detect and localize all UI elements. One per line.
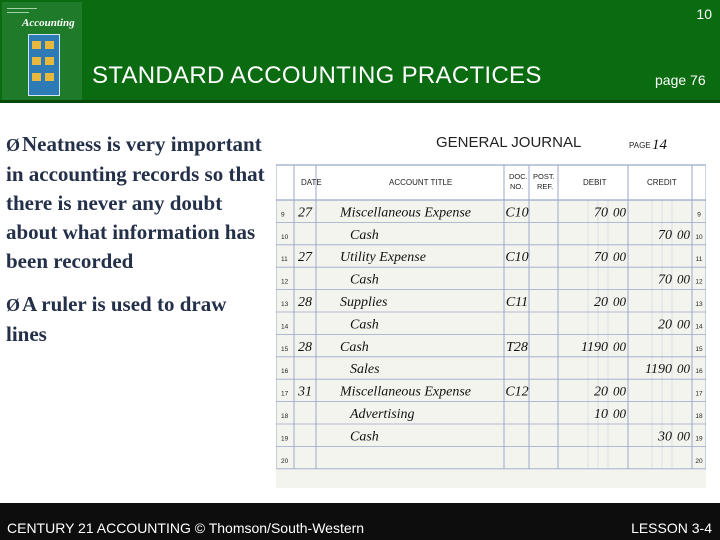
row-debit-amount: 1190 bbox=[581, 339, 608, 355]
row-doc-number: C11 bbox=[505, 295, 529, 310]
row-credit-amount: 20 bbox=[658, 317, 672, 333]
row-doc-number: C10 bbox=[505, 205, 529, 221]
row-line-number-right: 12 bbox=[695, 278, 703, 286]
bullet-text: Neatness is very important in accounting records so that there is never any doubt about what information has been recorded bbox=[6, 132, 265, 273]
row-account-title: Advertising bbox=[350, 407, 415, 422]
bullet-arrow-icon: Ø bbox=[6, 295, 21, 315]
row-line-number-right: 11 bbox=[695, 256, 703, 264]
row-line-number-right: 9 bbox=[697, 211, 701, 219]
journal-page-number: 14 bbox=[652, 137, 667, 153]
row-line-number-right: 17 bbox=[695, 390, 703, 398]
slide-header bbox=[0, 0, 720, 103]
row-debit-amount: 20 bbox=[594, 384, 608, 400]
row-account-title: Cash bbox=[350, 429, 379, 445]
row-debit-amount: 70 bbox=[594, 205, 608, 221]
row-account-title: Cash bbox=[350, 272, 379, 288]
row-debit-amount: 20 bbox=[594, 295, 608, 310]
row-line-number: 20 bbox=[281, 457, 289, 465]
row-doc-number: C10 bbox=[505, 250, 529, 266]
row-line-number-right: 14 bbox=[695, 323, 703, 331]
slide-number: 10 bbox=[696, 6, 712, 22]
col-header-date: DATE bbox=[301, 178, 322, 187]
row-account-title: Cash bbox=[340, 339, 369, 355]
row-date: 28 bbox=[298, 339, 312, 355]
row-line-number: 17 bbox=[281, 390, 289, 398]
row-debit-cents: 00 bbox=[613, 383, 626, 399]
row-credit-amount: 1190 bbox=[645, 362, 672, 378]
bullet-item bbox=[6, 290, 271, 349]
row-account-title: Miscellaneous Expense bbox=[340, 384, 472, 400]
row-date: 28 bbox=[298, 295, 312, 310]
row-debit-amount: 70 bbox=[594, 250, 608, 266]
col-header-debit: DEBIT bbox=[583, 178, 607, 187]
row-debit-cents: 00 bbox=[613, 406, 626, 421]
col-header-doc: DOC. bbox=[509, 172, 528, 181]
row-debit-cents: 00 bbox=[613, 249, 626, 265]
row-line-number: 18 bbox=[281, 413, 289, 420]
col-header-post: POST. bbox=[533, 172, 555, 181]
slide-title: STANDARD ACCOUNTING PRACTICES bbox=[92, 62, 542, 89]
logo-line bbox=[7, 12, 29, 13]
row-account-title: Cash bbox=[350, 227, 379, 243]
row-line-number: 19 bbox=[281, 435, 289, 443]
journal-heading-area bbox=[276, 115, 706, 200]
row-account-title: Miscellaneous Expense bbox=[340, 205, 472, 221]
logo-line bbox=[7, 8, 37, 9]
row-line-number: 9 bbox=[281, 211, 285, 219]
bullet-arrow-icon: Ø bbox=[6, 135, 21, 155]
row-credit-amount: 70 bbox=[658, 272, 672, 288]
textbook-cover-logo bbox=[2, 2, 82, 101]
row-line-number: 10 bbox=[281, 233, 289, 241]
book-image bbox=[28, 34, 60, 96]
footer-course-credit: CENTURY 21 ACCOUNTING © Thomson/South-Western bbox=[7, 520, 365, 536]
row-credit-cents: 00 bbox=[677, 316, 690, 332]
journal-title: GENERAL JOURNAL bbox=[436, 134, 582, 151]
col-header-post-ref: REF. bbox=[537, 182, 554, 191]
row-credit-cents: 00 bbox=[677, 271, 690, 287]
row-account-title: Cash bbox=[350, 317, 379, 333]
col-header-doc-no: NO. bbox=[510, 182, 524, 191]
row-line-number-right: 20 bbox=[695, 457, 703, 465]
row-line-number: 14 bbox=[281, 323, 289, 331]
row-line-number: 13 bbox=[281, 301, 289, 308]
row-account-title: Utility Expense bbox=[340, 250, 426, 266]
row-doc-number: T28 bbox=[506, 339, 528, 355]
row-line-number: 11 bbox=[281, 256, 288, 264]
row-line-number: 16 bbox=[281, 368, 289, 376]
row-line-number-right: 16 bbox=[695, 368, 703, 376]
header-divider bbox=[0, 100, 720, 103]
row-credit-cents: 00 bbox=[677, 428, 690, 444]
row-debit-cents: 00 bbox=[613, 204, 626, 220]
row-doc-number: C12 bbox=[505, 384, 529, 400]
row-credit-amount: 30 bbox=[658, 429, 672, 445]
row-line-number: 15 bbox=[281, 345, 289, 353]
logo-brand-text: Accounting bbox=[22, 17, 75, 29]
row-line-number-right: 10 bbox=[695, 233, 703, 241]
row-date: 27 bbox=[298, 205, 312, 221]
row-credit-cents: 00 bbox=[677, 361, 690, 377]
row-account-title: Supplies bbox=[340, 295, 388, 310]
general-journal-image bbox=[276, 115, 706, 488]
row-debit-cents: 00 bbox=[613, 294, 626, 309]
row-credit-amount: 70 bbox=[658, 227, 672, 243]
row-date: 27 bbox=[298, 250, 312, 266]
row-line-number-right: 19 bbox=[695, 435, 703, 443]
page-reference: page 76 bbox=[655, 72, 706, 88]
footer-lesson-number: LESSON 3-4 bbox=[631, 520, 712, 536]
row-line-number-right: 13 bbox=[695, 301, 703, 308]
row-debit-amount: 10 bbox=[594, 407, 608, 422]
slide-footer bbox=[0, 503, 720, 540]
bullet-list bbox=[6, 130, 271, 349]
row-line-number-right: 15 bbox=[695, 345, 703, 353]
row-account-title: Sales bbox=[350, 362, 380, 378]
bullet-text: A ruler is used to draw lines bbox=[6, 292, 227, 346]
col-header-account-title: ACCOUNT TITLE bbox=[389, 178, 453, 187]
journal-page-label: PAGE bbox=[629, 141, 651, 150]
row-line-number-right: 18 bbox=[695, 413, 703, 420]
row-date: 31 bbox=[298, 384, 312, 400]
bullet-item bbox=[6, 130, 271, 276]
row-credit-cents: 00 bbox=[677, 226, 690, 242]
row-line-number: 12 bbox=[281, 278, 289, 286]
row-debit-cents: 00 bbox=[613, 338, 626, 354]
col-header-credit: CREDIT bbox=[647, 178, 677, 187]
